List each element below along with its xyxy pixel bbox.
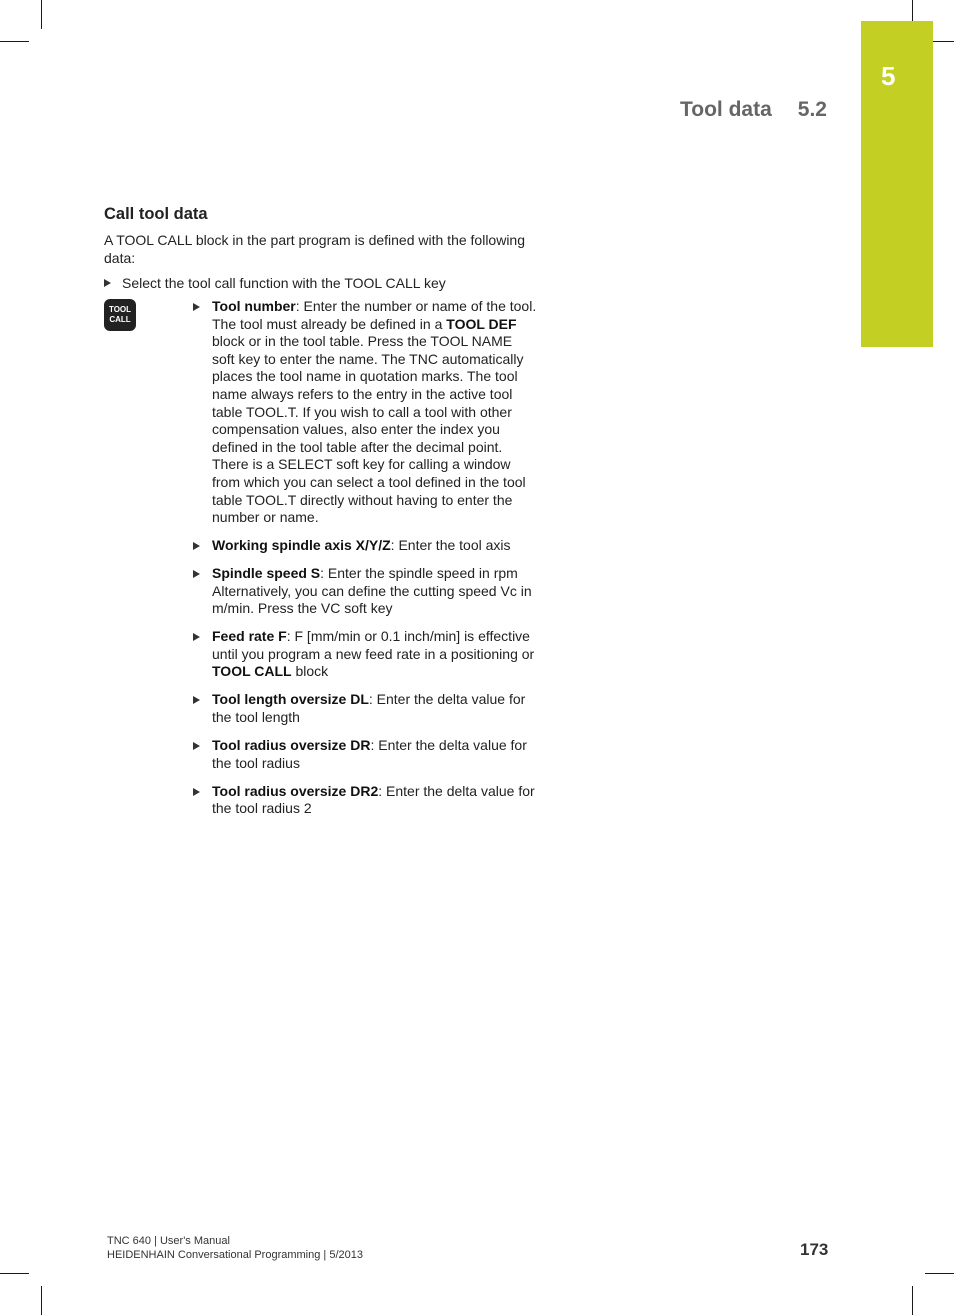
param-text: : Enter the delta value for the tool length [212, 691, 526, 726]
tool-call-key-icon [104, 299, 136, 331]
param-keyword: TOOL DEF [446, 315, 517, 332]
key-label-line2: CALL [109, 315, 131, 324]
bullet-triangle-icon [193, 542, 200, 550]
parameter-list [193, 298, 538, 828]
key-label-line1: TOOL [108, 305, 132, 314]
param-length-oversize [193, 691, 538, 726]
step-instruction [104, 275, 544, 293]
param-text: : Enter the spindle speed in rpm Alternatively, you can define the cutting speed Vc in m/min. Press the VC soft key [212, 565, 532, 617]
crop-mark [912, 1286, 913, 1315]
param-feed-rate [193, 628, 538, 681]
running-header [680, 98, 827, 122]
param-label: Tool number [212, 298, 296, 314]
page-number: 173 [800, 1240, 829, 1259]
footer-line2: HEIDENHAIN Conversational Programming | 5/2013 [107, 1249, 363, 1261]
param-text: : Enter the number or name of the tool. The tool must already be defined in a [212, 298, 537, 332]
param-text: : Enter the tool axis [390, 537, 511, 554]
header-section-number: 5.2 [797, 98, 827, 121]
crop-mark [925, 1273, 954, 1274]
chapter-number: 5 [881, 61, 896, 91]
bullet-triangle-icon [193, 788, 200, 796]
param-text: block or in the tool table. Press the TOOL NAME soft key to enter the name. The TNC automatically places the tool name in quotation marks. The tool name always refers to the entry in the active tool table TOOL.T. If you wish to call a tool with other compensation values, also enter the index you defined in the tool table after the decimal point. There is a SELECT soft key for calling a window from which you can select a tool defined in the tool table TOOL.T directly without having to enter the number or name. [212, 333, 526, 526]
header-title: Tool data [680, 98, 772, 121]
param-label: Tool length oversize DL [212, 691, 369, 708]
param-tool-number [193, 298, 538, 527]
param-label: Tool radius oversize DR2 [212, 782, 379, 799]
crop-mark [41, 1286, 42, 1315]
bullet-triangle-icon [193, 633, 200, 641]
footer [107, 1234, 363, 1262]
param-text: : Enter the delta value for the tool radius 2 [212, 782, 535, 817]
param-spindle-axis [193, 537, 538, 555]
bullet-triangle-icon [193, 570, 200, 578]
crop-mark [933, 41, 954, 42]
section-heading: Call tool data [104, 205, 208, 223]
crop-mark [0, 41, 29, 42]
crop-mark [41, 0, 42, 29]
footer-line1: TNC 640 | User's Manual [107, 1235, 230, 1247]
param-radius-oversize [193, 737, 538, 772]
step-text: Select the tool call function with the TOOL CALL key [122, 275, 446, 291]
param-text: : Enter the delta value for the tool radius [212, 737, 527, 771]
param-label: Feed rate F [212, 628, 287, 645]
bullet-triangle-icon [193, 742, 200, 750]
bullet-triangle-icon [104, 279, 111, 287]
param-label: Tool radius oversize DR [212, 737, 371, 754]
param-radius-oversize-2 [193, 783, 538, 818]
bullet-triangle-icon [193, 303, 200, 311]
param-label: Working spindle axis X/Y/Z [212, 537, 391, 554]
crop-mark [912, 0, 913, 21]
param-spindle-speed [193, 565, 538, 618]
param-text: : F [mm/min or 0.1 inch/min] is effective until you program a new feed rate in a positioning or [212, 628, 535, 662]
bullet-triangle-icon [193, 696, 200, 704]
chapter-tab [861, 21, 933, 347]
param-label: Spindle speed S [212, 565, 321, 582]
param-keyword: TOOL CALL [212, 663, 292, 680]
param-text: block [291, 663, 329, 680]
crop-mark [0, 1273, 29, 1274]
intro-paragraph: A TOOL CALL block in the part program is defined with the following data: [104, 232, 526, 266]
